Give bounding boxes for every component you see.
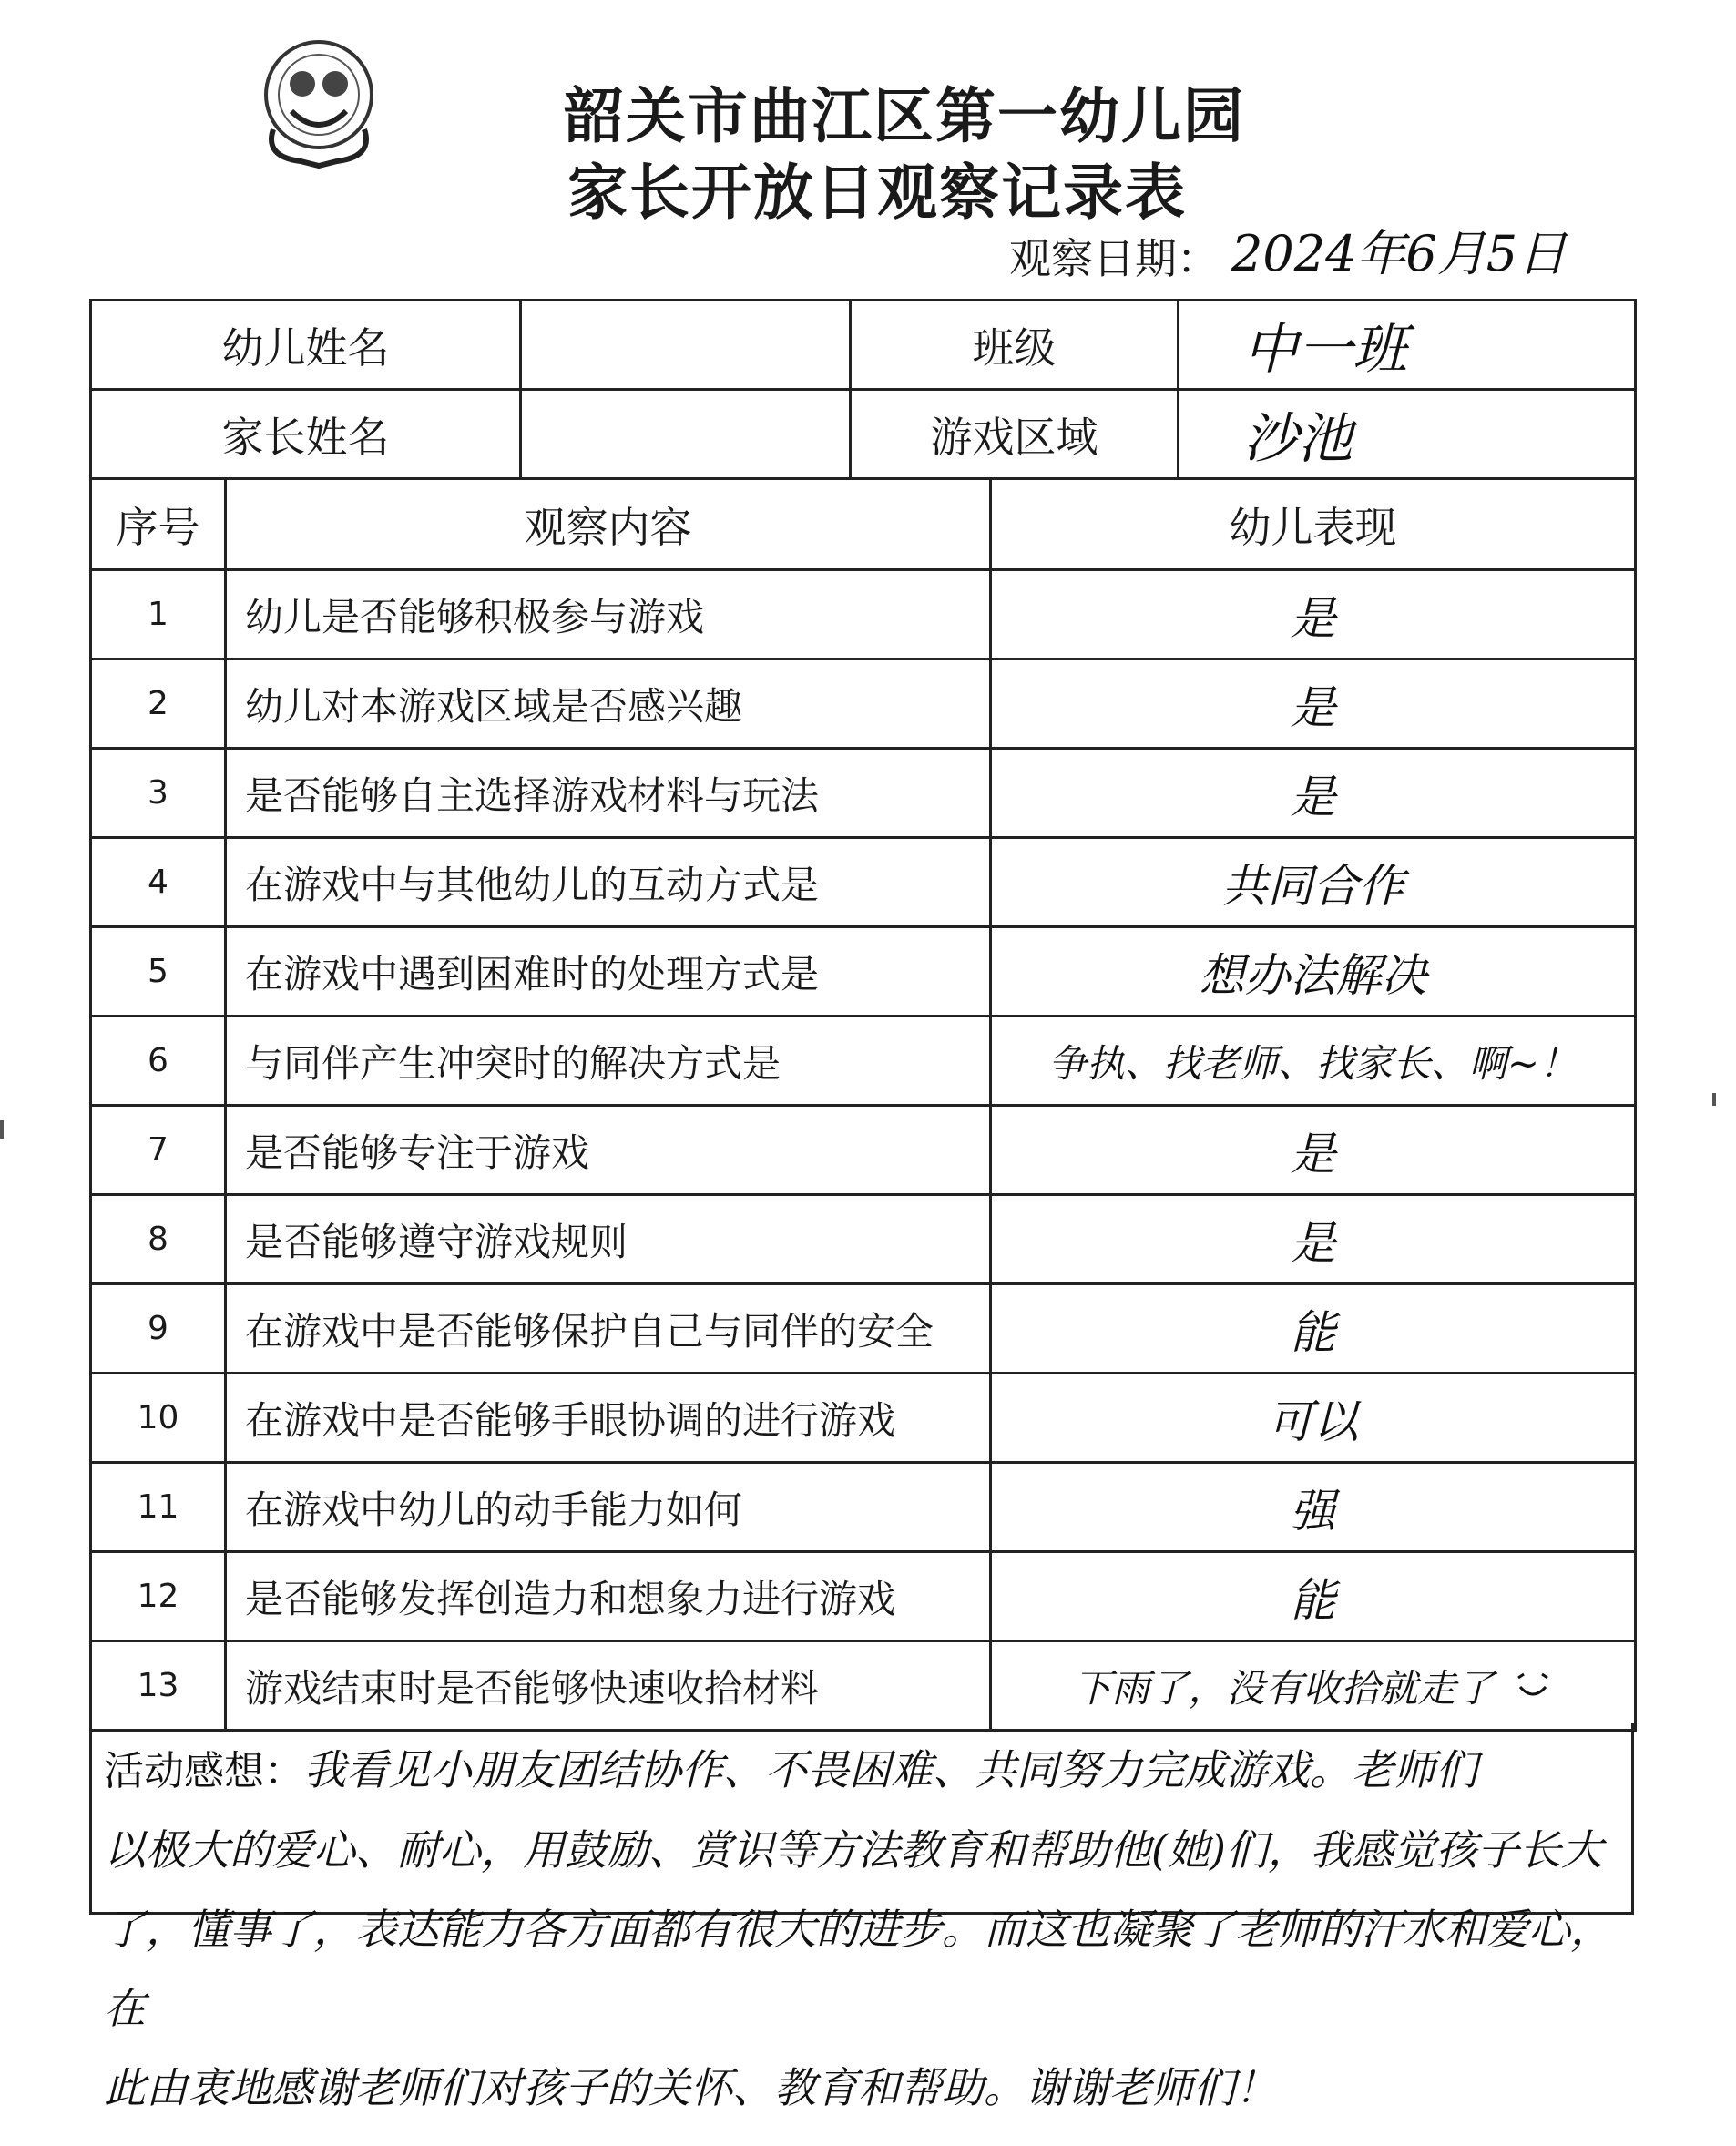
table-row [91,1374,1636,1463]
row-performance[interactable] [991,1641,1636,1731]
form-title: 家长开放日观察记录表 [567,157,1187,228]
table-row [91,1463,1636,1552]
row-number: 11 [91,1463,226,1552]
row-performance[interactable]: 是 [991,570,1636,659]
row-performance[interactable]: 是 [991,659,1636,749]
area-field[interactable]: 沙池 [1179,390,1636,479]
table-row [91,1195,1636,1284]
row-content: 是否能够遵守游戏规则 [226,1195,991,1284]
table-row [91,1552,1636,1641]
reflection-line: 以极大的爱心、耐心，用鼓励、赏识等方法教育和帮助他(她)们，我感觉孩子长大 [104,1825,1603,1875]
row-performance[interactable]: 可以 [991,1374,1636,1463]
row-performance[interactable]: 想办法解决 [991,927,1636,1017]
row-performance-text: 下雨了，没有收拾就走了 [1073,1665,1495,1711]
row-performance[interactable]: 能 [991,1552,1636,1641]
row-content: 在游戏中遇到困难时的处理方式是 [226,927,991,1017]
child-name-field[interactable] [521,301,851,390]
row-content: 是否能够发挥创造力和想象力进行游戏 [226,1552,991,1641]
row-performance[interactable]: 是 [991,1106,1636,1195]
header-number: 序号 [91,479,226,570]
reflection-label: 活动感想： [104,1748,304,1794]
child-name-label: 幼儿姓名 [91,301,521,390]
table-row [91,927,1636,1017]
scan-mark [0,1120,4,1139]
reflection-line: 活动感想：我看见小朋友团结协作、不畏困难、共同努力完成游戏。老师们 [104,1745,1477,1794]
table-row [91,1017,1636,1106]
info-table [89,299,1637,480]
class-field[interactable]: 中一班 [1179,301,1636,390]
row-performance[interactable]: 是 [991,1195,1636,1284]
reflection-line: 了，懂事了，表达能力各方面都有很大的进步。而这也凝聚了老师的汗水和爱心，在 [104,1905,1612,2033]
row-content: 在游戏中幼儿的动手能力如何 [226,1463,991,1552]
row-number: 10 [91,1374,226,1463]
row-content: 与同伴产生冲突时的解决方式是 [226,1017,991,1106]
row-content: 在游戏中是否能够保护自己与同伴的安全 [226,1284,991,1374]
row-number: 6 [91,1017,226,1106]
parent-name-label: 家长姓名 [91,390,521,479]
row-number: 13 [91,1641,226,1731]
row-content: 在游戏中是否能够手眼协调的进行游戏 [226,1374,991,1463]
row-number: 8 [91,1195,226,1284]
table-header-row [91,479,1636,570]
header-performance: 幼儿表现 [991,479,1636,570]
row-number: 4 [91,838,226,927]
table-row [91,1106,1636,1195]
row-performance[interactable]: 是 [991,749,1636,838]
row-number: 2 [91,659,226,749]
row-content: 幼儿是否能够积极参与游戏 [226,570,991,659]
row-performance[interactable]: 强 [991,1463,1636,1552]
observation-table [89,477,1637,1732]
header-content: 观察内容 [226,479,991,570]
row-number: 12 [91,1552,226,1641]
row-performance[interactable]: 能 [991,1284,1636,1374]
table-row [91,749,1636,838]
date-value: 2024年6月5日 [1231,225,1568,282]
row-performance[interactable]: 争执、找老师、找家长、啊~！ [991,1017,1636,1106]
smiley-face-icon [1513,1665,1553,1712]
area-label: 游戏区域 [851,390,1179,479]
date-label: 观察日期： [1009,234,1219,283]
table-row [91,1641,1636,1731]
class-label: 班级 [851,301,1179,390]
table-row [91,838,1636,927]
reflection-line: 此由衷地感谢老师们对孩子的关怀、教育和帮助。谢谢老师们！ [104,2063,1277,2112]
table-row [91,659,1636,749]
table-row [91,1284,1636,1374]
row-number: 5 [91,927,226,1017]
row-number: 1 [91,570,226,659]
row-content: 在游戏中与其他幼儿的互动方式是 [226,838,991,927]
row-number: 9 [91,1284,226,1374]
row-content: 游戏结束时是否能够快速收拾材料 [226,1641,991,1731]
row-performance[interactable]: 共同合作 [991,838,1636,927]
school-name: 韶关市曲江区第一幼儿园 [564,80,1245,151]
row-number: 3 [91,749,226,838]
row-content: 幼儿对本游戏区域是否感兴趣 [226,659,991,749]
row-number: 7 [91,1106,226,1195]
row-content: 是否能够专注于游戏 [226,1106,991,1195]
scan-mark [1712,1093,1716,1106]
reflection-text[interactable] [104,1731,1652,2128]
parent-name-field[interactable] [521,390,851,479]
table-row [91,570,1636,659]
row-content: 是否能够自主选择游戏材料与玩法 [226,749,991,838]
